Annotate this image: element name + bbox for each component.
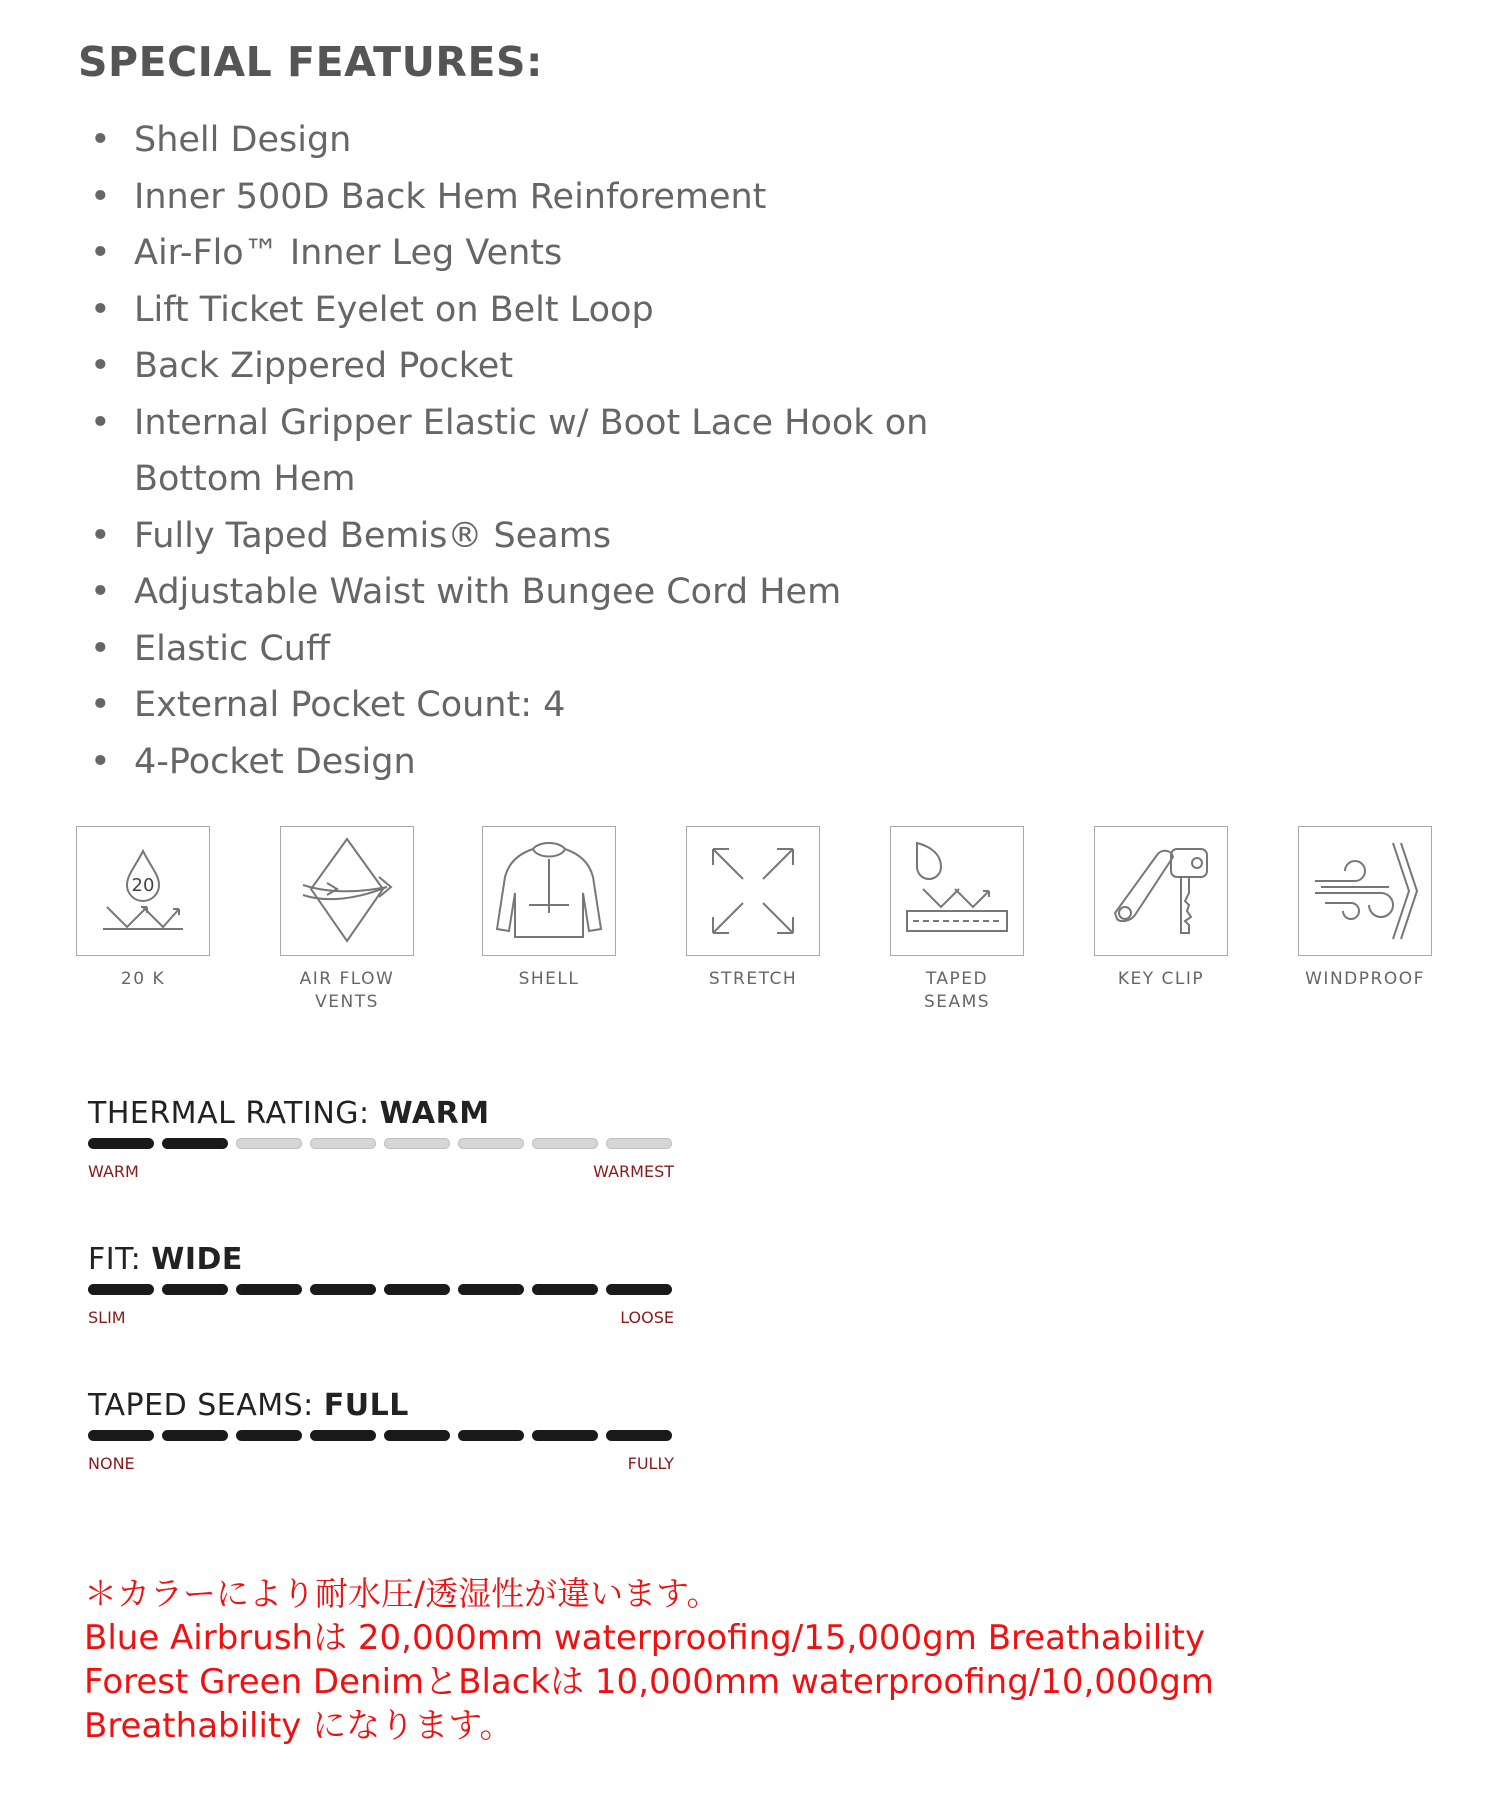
icon-tile-key-clip [1094,826,1234,991]
feature-text: 4-Pocket Design [134,741,416,782]
thermal-rating [88,1096,678,1181]
icon-tile-air-flow [280,826,420,1014]
feature-text: Air-Flo™ Inner Leg Vents [134,233,563,273]
rating-segment [384,1138,450,1149]
rating-segment [384,1430,450,1441]
bullet: • [90,685,111,725]
list-item [86,225,1046,282]
feature-text: Back Zippered Pocket [134,346,514,386]
scale-min-label: WARM [88,1162,139,1181]
icon-label: KEY CLIP [1117,969,1205,989]
wind-icon [1298,826,1432,956]
feature-text: Adjustable Waist with Bungee Cord Hem [134,572,842,612]
rating-segment [88,1284,154,1295]
taped-seams-icon [890,826,1024,956]
rating-segment [310,1138,376,1149]
list-item [86,734,1046,791]
list-item [86,169,1046,226]
icon-label: AIR FLOW VENTS [299,969,395,1012]
waterproof-20k-icon [76,826,210,956]
rating-segment [88,1138,154,1149]
rating-label: FIT: [88,1242,152,1277]
list-item [86,395,974,508]
icon-tile-shell [482,826,622,991]
icon-tile-windproof [1298,826,1438,991]
waterproof-badge: 20 [131,875,155,896]
list-item [86,112,1046,169]
feature-icons-row [76,826,1436,1016]
rating-segment [236,1138,302,1149]
rating-segment [532,1284,598,1295]
feature-text: Elastic Cuff [134,628,331,669]
bullet: • [90,176,111,217]
bullet: • [90,120,111,160]
rating-bar [88,1138,678,1150]
stretch-arrows-icon [686,826,820,956]
rating-segment [384,1284,450,1295]
note-line: Breathability になります。 [84,1706,514,1746]
rating-title [88,1096,678,1134]
rating-segment [458,1284,524,1295]
note-line: ＊カラーにより耐水圧/透湿性が違います。 [84,1574,720,1613]
rating-segment [162,1430,228,1441]
icon-tile-20k [76,826,216,991]
bullet: • [90,741,111,782]
rating-segment [310,1430,376,1441]
bullet: • [90,572,111,612]
bullet: • [90,233,111,273]
rating-segment [88,1430,154,1441]
feature-list [86,112,1046,790]
fit-rating [88,1242,678,1327]
rating-bar [88,1284,678,1296]
note-line: Forest Green DenimとBlackは 10,000mm waterproofing/10,000gm [84,1662,1214,1702]
air-flow-icon [280,826,414,956]
rating-title [88,1388,678,1426]
page-title: SPECIAL FEATURES: [78,38,543,86]
scale-min-label: SLIM [88,1308,126,1327]
bullet: • [90,346,111,386]
scale-min-label: NONE [88,1454,135,1473]
scale-max-label: WARMEST [593,1162,674,1181]
rating-segment [236,1284,302,1295]
rating-segment [532,1138,598,1149]
rating-segment [458,1430,524,1441]
rating-segment [236,1430,302,1441]
rating-segment [162,1284,228,1295]
bullet: • [90,628,111,669]
rating-bar [88,1430,678,1442]
feature-text: Lift Ticket Eyelet on Belt Loop [134,289,654,330]
rating-title [88,1242,678,1280]
feature-text: Internal Gripper Elastic w/ Boot Lace Hook on Bottom Hem [134,402,929,499]
rating-segment [162,1138,228,1149]
rating-value: WIDE [151,1242,243,1277]
bullet: • [90,402,111,443]
icon-label: SHELL [518,969,580,989]
icon-label: 20 K [120,969,166,989]
rating-scale [88,1454,674,1473]
bullet: • [90,515,111,556]
taped-seams-rating [88,1388,678,1473]
rating-scale [88,1308,674,1327]
icon-label: TAPED SEAMS [923,969,991,1012]
scale-max-label: LOOSE [620,1308,674,1327]
feature-text: Fully Taped Bemis® Seams [134,515,612,556]
rating-scale [88,1162,674,1181]
rating-label: THERMAL RATING: [88,1096,380,1131]
icon-label: WINDPROOF [1305,969,1425,989]
rating-segment [310,1284,376,1295]
scale-max-label: FULLY [627,1454,674,1473]
rating-segment [606,1430,672,1441]
note-line: Blue Airbrushは 20,000mm waterproofing/15,000gm Breathability [84,1618,1206,1658]
rating-segment [606,1138,672,1149]
rating-label: TAPED SEAMS: [88,1388,324,1423]
feature-text: Shell Design [134,120,352,160]
rating-segment [606,1284,672,1295]
bullet: • [90,289,111,330]
icon-label: STRETCH [708,969,798,989]
list-item [86,508,1046,565]
list-item [86,282,1046,339]
color-note [84,1572,1484,1748]
list-item [86,621,1046,678]
rating-segment [458,1138,524,1149]
list-item [86,338,1046,395]
shell-jacket-icon [482,826,616,956]
icon-tile-stretch [686,826,826,991]
list-item [86,677,1046,734]
rating-segment [532,1430,598,1441]
key-clip-icon [1094,826,1228,956]
rating-value: FULL [323,1388,409,1423]
icon-tile-taped-seams [890,826,1030,1014]
rating-value: WARM [379,1096,490,1131]
feature-text: Inner 500D Back Hem Reinforement [134,176,767,217]
feature-text: External Pocket Count: 4 [134,685,566,725]
list-item [86,564,1046,621]
